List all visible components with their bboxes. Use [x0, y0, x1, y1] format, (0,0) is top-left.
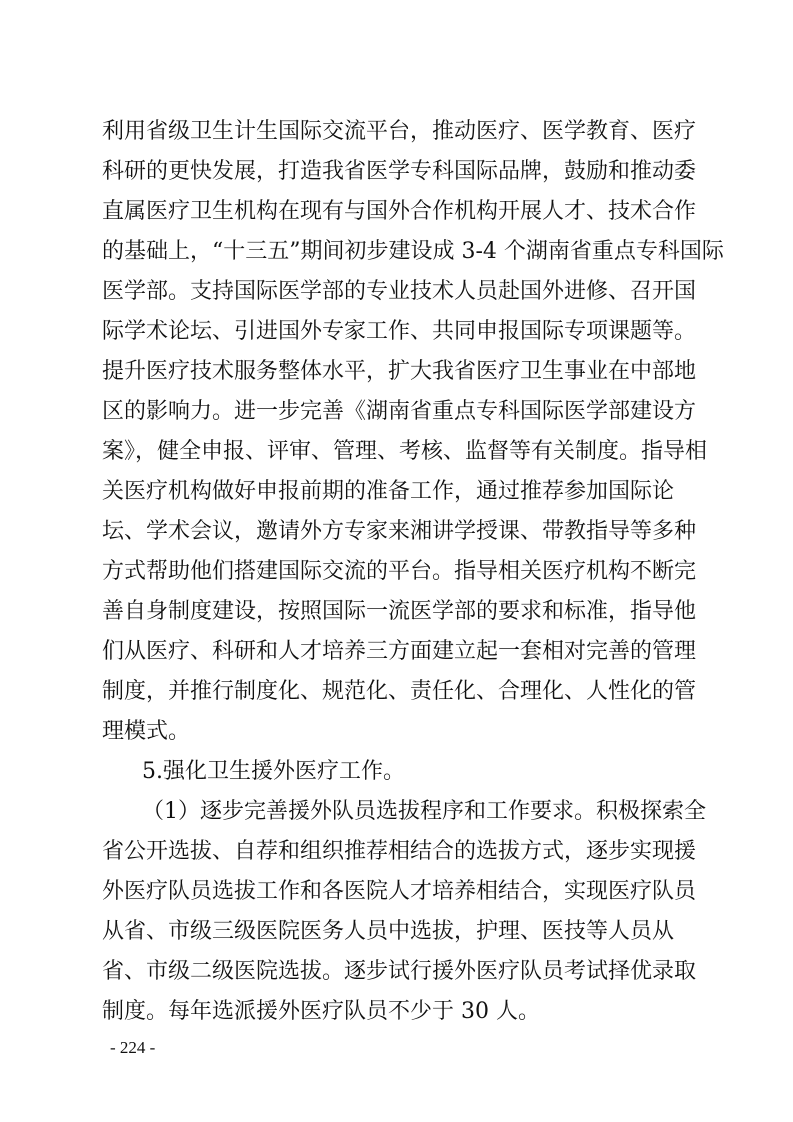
text-line: 际学术论坛、引进国外专家工作、共同申报国际专项课题等。 [102, 319, 697, 344]
text-line: 的基础上，“十三五”期间初步建设成 3-4 个湖南省重点专科国际 [102, 239, 724, 264]
text-line: 提升医疗技术服务整体水平，扩大我省医疗卫生事业在中部地 [102, 359, 697, 384]
text-line: 区的影响力。进一步完善《湖南省重点专科国际医学部建设方 [102, 399, 697, 424]
text-line: 方式帮助他们搭建国际交流的平台。指导相关医疗机构不断完 [102, 559, 697, 584]
text-line: 医学部。支持国际医学部的专业技术人员赴国外进修、召开国 [102, 279, 697, 304]
text-line: 坛、学术会议，邀请外方专家来湘讲学授课、带教指导等多种 [102, 519, 697, 544]
text-line: 制度。每年选派援外医疗队员不少于 30 人。 [102, 999, 540, 1024]
text-line: 省公开选拔、自荐和组织推荐相结合的选拔方式，逐步实现援 [102, 839, 697, 864]
page-number: - 224 - [110, 1038, 156, 1057]
text-line: 们从医疗、科研和人才培养三方面建立起一套相对完善的管理 [102, 639, 697, 664]
text-line: 从省、市级三级医院医务人员中选拔，护理、医技等人员从 [102, 919, 675, 944]
text-line: 关医疗机构做好申报前期的准备工作，通过推荐参加国际论 [102, 479, 675, 504]
text-line: 科研的更快发展，打造我省医学专科国际品牌，鼓励和推动委 [102, 159, 697, 184]
section-heading: 5.强化卫生援外医疗工作。 [142, 759, 405, 784]
text-line: 省、市级二级医院选拔。逐步试行援外医疗队员考试择优录取 [102, 959, 697, 984]
text-line: （1）逐步完善援外队员选拔程序和工作要求。积极探索全 [142, 799, 706, 824]
text-line: 直属医疗卫生机构在现有与国外合作机构开展人才、技术合作 [102, 199, 697, 224]
text-line: 案》，健全申报、评审、管理、考核、监督等有关制度。指导相 [102, 439, 708, 464]
text-line: 利用省级卫生计生国际交流平台，推动医疗、医学教育、医疗 [102, 119, 697, 144]
body-text [102, 112, 724, 1032]
text-line: 外医疗队员选拔工作和各医院人才培养相结合，实现医疗队员 [102, 879, 697, 904]
text-line: 善自身制度建设，按照国际一流医学部的要求和标准，指导他 [102, 599, 697, 624]
text-line: 理模式。 [102, 719, 191, 744]
text-line: 制度，并推行制度化、规范化、责任化、合理化、人性化的管 [102, 679, 697, 704]
